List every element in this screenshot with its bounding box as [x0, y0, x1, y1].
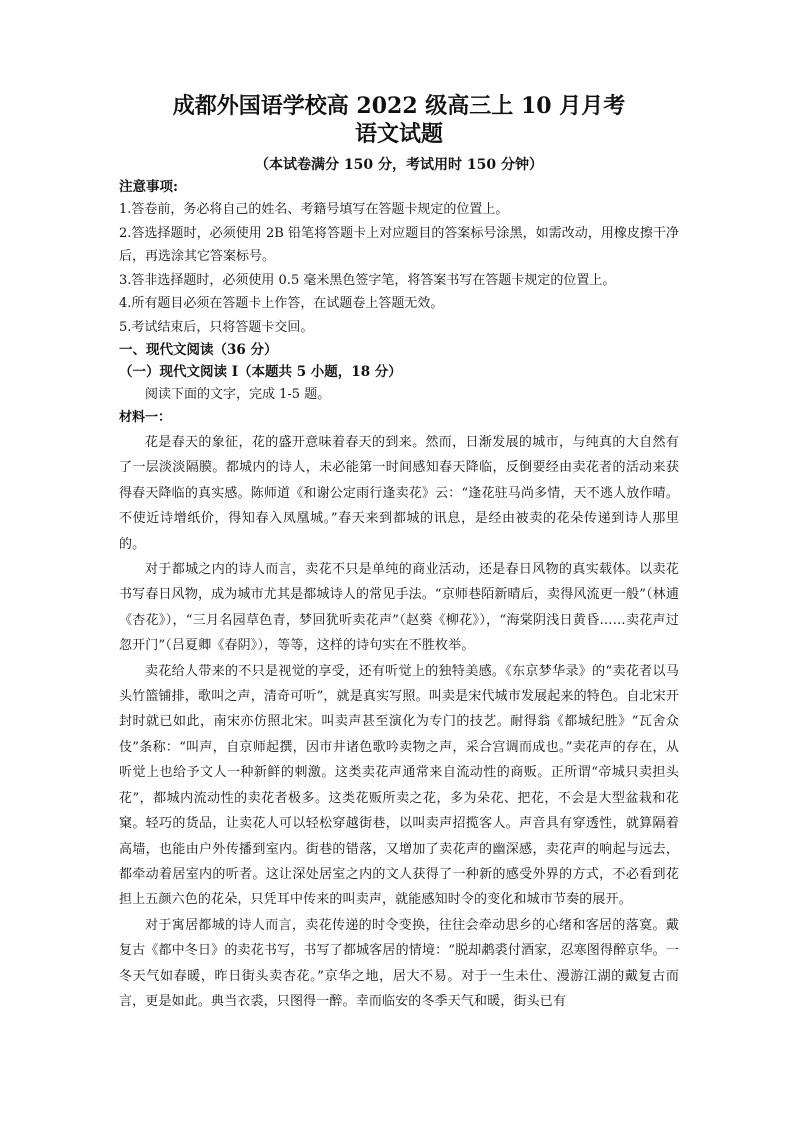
exam-title: 成都外国语学校高 2022 级高三上 10 月月考 [172, 93, 626, 119]
notice-item: 5.考试结束后，只将答题卡交回。 [119, 319, 314, 335]
notice-heading: 注意事项: [119, 179, 178, 195]
subsection-heading: （一）现代文阅读 I（本题共 5 小题，18 分） [119, 364, 402, 380]
material-paragraph: 花是春天的象征，花的盛开意味着春天的到来。然而，日渐发展的城市，与纯真的大自然有了一层淡淡隔膜。都城内的诗人，未必能第一时间感知春天降临，反倒要经由卖花者的活动来获得春天降临的真实感。陈师道《和谢公定雨行逢卖花》云：“逢花驻马尚多情，天不逃人放作晴。不使近诗增纸价，得知春入凤凰城。”春天来到都城的讯息，是经由被卖的花朵传递到诗人那里的。 [119, 435, 679, 552]
section-heading: 一、现代文阅读（36 分） [119, 342, 278, 358]
exam-info: （本试卷满分 150 分，考试用时 150 分钟） [255, 157, 543, 173]
material-label: 材料一： [119, 410, 172, 425]
exam-subject: 语文试题 [354, 121, 443, 147]
notice-item: 1.答卷前，务必将自己的姓名、考籍号填写在答题卡规定的位置上。 [119, 202, 509, 217]
material-paragraph: 卖花给人带来的不只是视觉的享受，还有听觉上的独特美感。《东京梦华录》的“卖花者以马头竹篮铺排，歌叫之声，清奇可听”，就是真实写照。叫卖是宋代城市发展起来的特色。自北宋开封时就已如此，南宋亦仿照北宋。叫卖声甚至演化为专门的技艺。耐得翁《都城纪胜》“瓦舍众伎”条称：“叫声，自京师起撰，因市井诸色歌吟卖物之声，采合宫调而成也。”卖花声的存在，从听觉上也给予文人一种新鲜的刺激。这类卖花声通常来自流动性的商贩。正所谓“帝城只卖担头花”，都城内流动性的卖花者极多。这类花贩所卖之花，多为朵花、把花，不会是大型盆栽和花窠。轻巧的货品，让卖花人可以轻松穿越街巷，以叫卖声招揽客人。声音具有穿透性，就算隔着高墙，也能由户外传播到室内。街巷的错落，又增加了卖花声的幽深感，卖花声的响起与远去，都牵动着居室内的听者。这让深处居室之内的文人获得了一种新的感受外界的方式，不必看到花担上五颜六色的花朵，只凭耳中传来的叫卖声，就能感知时令的变化和城市节奏的展开。 [119, 663, 679, 908]
notice-section [119, 176, 679, 339]
notice-item: 2.答选择题时，必须使用 2B 铅笔将答题卡上对应题目的答案标号涂黑，如需改动，用橡皮擦干净后，再选涂其它答案标号。 [119, 225, 679, 264]
exam-page [119, 92, 679, 1014]
material-paragraph: 对于都城之内的诗人而言，卖花不只是单纯的商业活动，还是春日风物的真实载体。以卖花书写春日风物，成为城市尤其是都城诗人的常见手法。“京师巷陌新晴后，卖得风流更一般”（林逋《杏花》），“三月名园草色青，梦回犹听卖花声”（赵葵《柳花》），“海棠阴浅日黄昏……卖花声过忽开门”（吕夏卿《春阴》），等等，这样的诗句实在不胜枚举。 [119, 562, 679, 654]
notice-item: 4.所有题目必须在答题卡上作答，在试题卷上答题无效。 [119, 296, 444, 311]
notice-item: 3.答非选择题时，必须使用 0.5 毫米黑色签字笔，将答案书写在答题卡规定的位置上。 [119, 272, 616, 288]
material-paragraph: 对于寓居都城的诗人而言，卖花传递的时令变换，往往会牵动思乡的心绪和客居的落寞。戴复古《都中冬日》的卖花书写，书写了都城客居的情境：“脱却鹔裘付酒家，忍寒图得醉京华。一冬天气如春暖，昨日街头卖杏花。”京华之地，居大不易。对于一生未仕、漫游江湖的戴复古而言，更是如此。典当衣裘，只图得一醉。幸而临安的冬季天气和暖，街头已有 [119, 917, 679, 1009]
reading-section [119, 339, 679, 1014]
reading-instruction: 阅读下面的文字，完成 1-5 题。 [145, 387, 331, 402]
